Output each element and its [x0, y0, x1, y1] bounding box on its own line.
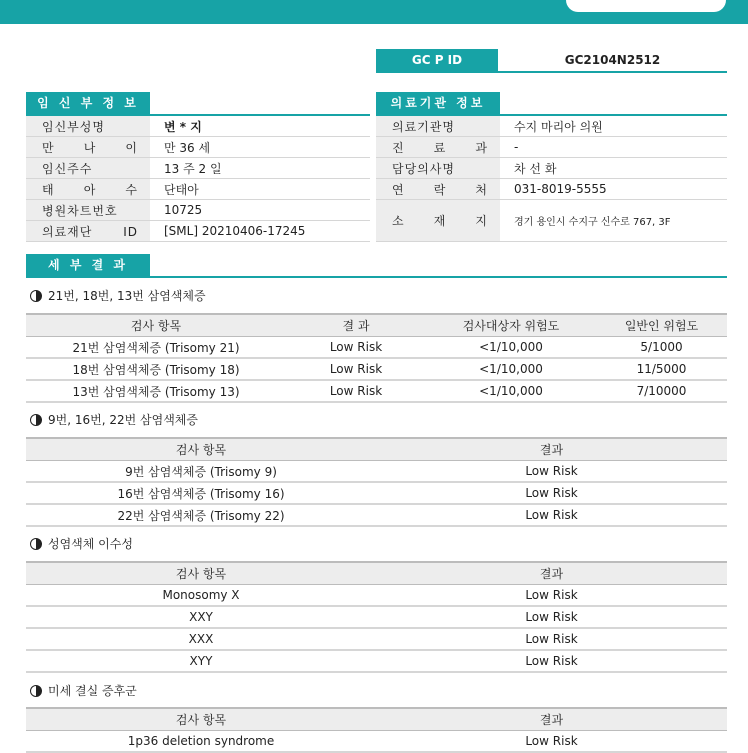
column-header: 검사 항목	[26, 562, 376, 585]
general-risk-cell: 5/1000	[596, 337, 727, 359]
patient-info-table	[26, 116, 370, 242]
table-row	[26, 628, 727, 650]
institution-value: -	[500, 137, 727, 158]
test-item-cell: 9번 삼염색체증 (Trisomy 9)	[26, 461, 376, 483]
patient-row-name	[26, 116, 370, 137]
section-heading-trisomy-9-16-22	[30, 411, 198, 428]
section-heading-text: 성염색체 이수성	[48, 537, 133, 551]
result-cell: Low Risk	[286, 358, 426, 380]
table-row	[26, 585, 727, 607]
institution-key: 담당의사명	[376, 158, 500, 179]
institution-key: 진 료 과	[376, 137, 500, 158]
result-cell: Low Risk	[376, 628, 727, 650]
test-item-cell: 21번 삼염색체증 (Trisomy 21)	[26, 337, 286, 359]
patient-key: 의료재단 ID	[26, 221, 150, 242]
institution-info-title: 의료기관 정보	[376, 92, 500, 114]
section-heading-trisomy-21-18-13	[30, 287, 206, 304]
institution-info-header	[376, 92, 727, 116]
institution-value: 차 선 화	[500, 158, 727, 179]
patient-key: 임신주수	[26, 158, 150, 179]
gcpid-row	[376, 49, 727, 73]
institution-info-table	[376, 116, 727, 242]
half-circle-icon	[30, 685, 42, 697]
patient-key: 임신부성명	[26, 116, 150, 137]
patient-key: 만 나 이	[26, 137, 150, 158]
test-item-cell: 16번 삼염색체증 (Trisomy 16)	[26, 482, 376, 504]
half-circle-icon	[30, 538, 42, 550]
column-header: 검사 항목	[26, 438, 376, 461]
top-banner-tab	[566, 0, 726, 12]
column-header: 결과	[376, 438, 727, 461]
column-header: 결과	[376, 562, 727, 585]
test-item-cell: XXX	[26, 628, 376, 650]
section-heading-sex-chromosome	[30, 535, 133, 552]
gcpid-value: GC2104N2512	[564, 53, 661, 67]
result-cell: Low Risk	[376, 585, 727, 607]
test-item-cell: 22번 삼염색체증 (Trisomy 22)	[26, 504, 376, 526]
institution-value: 경기 용인시 수지구 신수로 767, 3F	[500, 200, 727, 242]
column-header: 일반인 위험도	[596, 314, 727, 337]
result-cell: Low Risk	[286, 337, 426, 359]
details-header	[26, 254, 727, 278]
details-title: 세 부 결 과	[26, 254, 150, 276]
patient-value: 10725	[150, 200, 370, 221]
table-header-row	[26, 708, 727, 731]
table-row	[26, 731, 727, 753]
table-row	[26, 358, 727, 380]
sex-chromosome-table	[26, 561, 727, 673]
section-heading-text: 미세 결실 증후군	[48, 684, 137, 698]
patient-row-gestation	[26, 158, 370, 179]
column-header: 검사 항목	[26, 708, 376, 731]
half-circle-icon	[30, 290, 42, 302]
column-header: 결과	[376, 708, 727, 731]
result-cell: Low Risk	[376, 482, 727, 504]
table-row	[26, 482, 727, 504]
patient-row-chart-no	[26, 200, 370, 221]
general-risk-cell: 7/10000	[596, 380, 727, 402]
institution-row-doctor	[376, 158, 727, 179]
patient-value: 단태아	[150, 179, 370, 200]
subject-risk-cell: <1/10,000	[426, 337, 596, 359]
result-cell: Low Risk	[376, 461, 727, 483]
institution-value: 031-8019-5555	[500, 179, 727, 200]
institution-value: 수지 마리아 의원	[500, 116, 727, 137]
patient-row-age	[26, 137, 370, 158]
institution-key: 의료기관명	[376, 116, 500, 137]
institution-row-department	[376, 137, 727, 158]
result-cell: Low Risk	[376, 606, 727, 628]
table-header-row	[26, 562, 727, 585]
patient-info-header	[26, 92, 370, 116]
institution-row-contact	[376, 179, 727, 200]
institution-key: 소 재 지	[376, 200, 500, 242]
table-row	[26, 380, 727, 402]
test-item-cell: XXY	[26, 606, 376, 628]
section-heading-text: 9번, 16번, 22번 삼염색체증	[48, 413, 198, 427]
column-header: 검사대상자 위험도	[426, 314, 596, 337]
column-header: 결 과	[286, 314, 426, 337]
section-heading-microdeletion	[30, 682, 137, 699]
institution-row-address	[376, 200, 727, 242]
patient-key: 병원차트번호	[26, 200, 150, 221]
table-row	[26, 504, 727, 526]
institution-key: 연 락 처	[376, 179, 500, 200]
institution-row-name	[376, 116, 727, 137]
result-cell: Low Risk	[286, 380, 426, 402]
result-cell: Low Risk	[376, 731, 727, 753]
trisomy-9-16-22-table	[26, 437, 727, 527]
test-item-cell: 18번 삼염색체증 (Trisomy 18)	[26, 358, 286, 380]
patient-info-title: 임 신 부 정 보	[26, 92, 150, 114]
test-item-cell: XYY	[26, 650, 376, 672]
patient-row-fetus	[26, 179, 370, 200]
gcpid-label: GC P ID	[376, 49, 498, 71]
patient-value: 13 주 2 일	[150, 158, 370, 179]
patient-key: 태 아 수	[26, 179, 150, 200]
subject-risk-cell: <1/10,000	[426, 380, 596, 402]
table-header-row	[26, 314, 727, 337]
section-heading-text: 21번, 18번, 13번 삼염색체증	[48, 289, 206, 303]
patient-row-foundation-id	[26, 221, 370, 242]
table-row	[26, 337, 727, 359]
patient-value: 변 * 지	[150, 116, 370, 137]
test-item-cell: 1p36 deletion syndrome	[26, 731, 376, 753]
test-item-cell: Monosomy X	[26, 585, 376, 607]
general-risk-cell: 11/5000	[596, 358, 727, 380]
trisomy-21-18-13-table	[26, 313, 727, 403]
table-header-row	[26, 438, 727, 461]
microdeletion-table	[26, 707, 727, 753]
test-item-cell: 13번 삼염색체증 (Trisomy 13)	[26, 380, 286, 402]
patient-value: [SML] 20210406-17245	[150, 221, 370, 242]
table-row	[26, 606, 727, 628]
table-row	[26, 650, 727, 672]
subject-risk-cell: <1/10,000	[426, 358, 596, 380]
patient-value: 만 36 세	[150, 137, 370, 158]
result-cell: Low Risk	[376, 650, 727, 672]
column-header: 검사 항목	[26, 314, 286, 337]
table-row	[26, 461, 727, 483]
half-circle-icon	[30, 414, 42, 426]
result-cell: Low Risk	[376, 504, 727, 526]
